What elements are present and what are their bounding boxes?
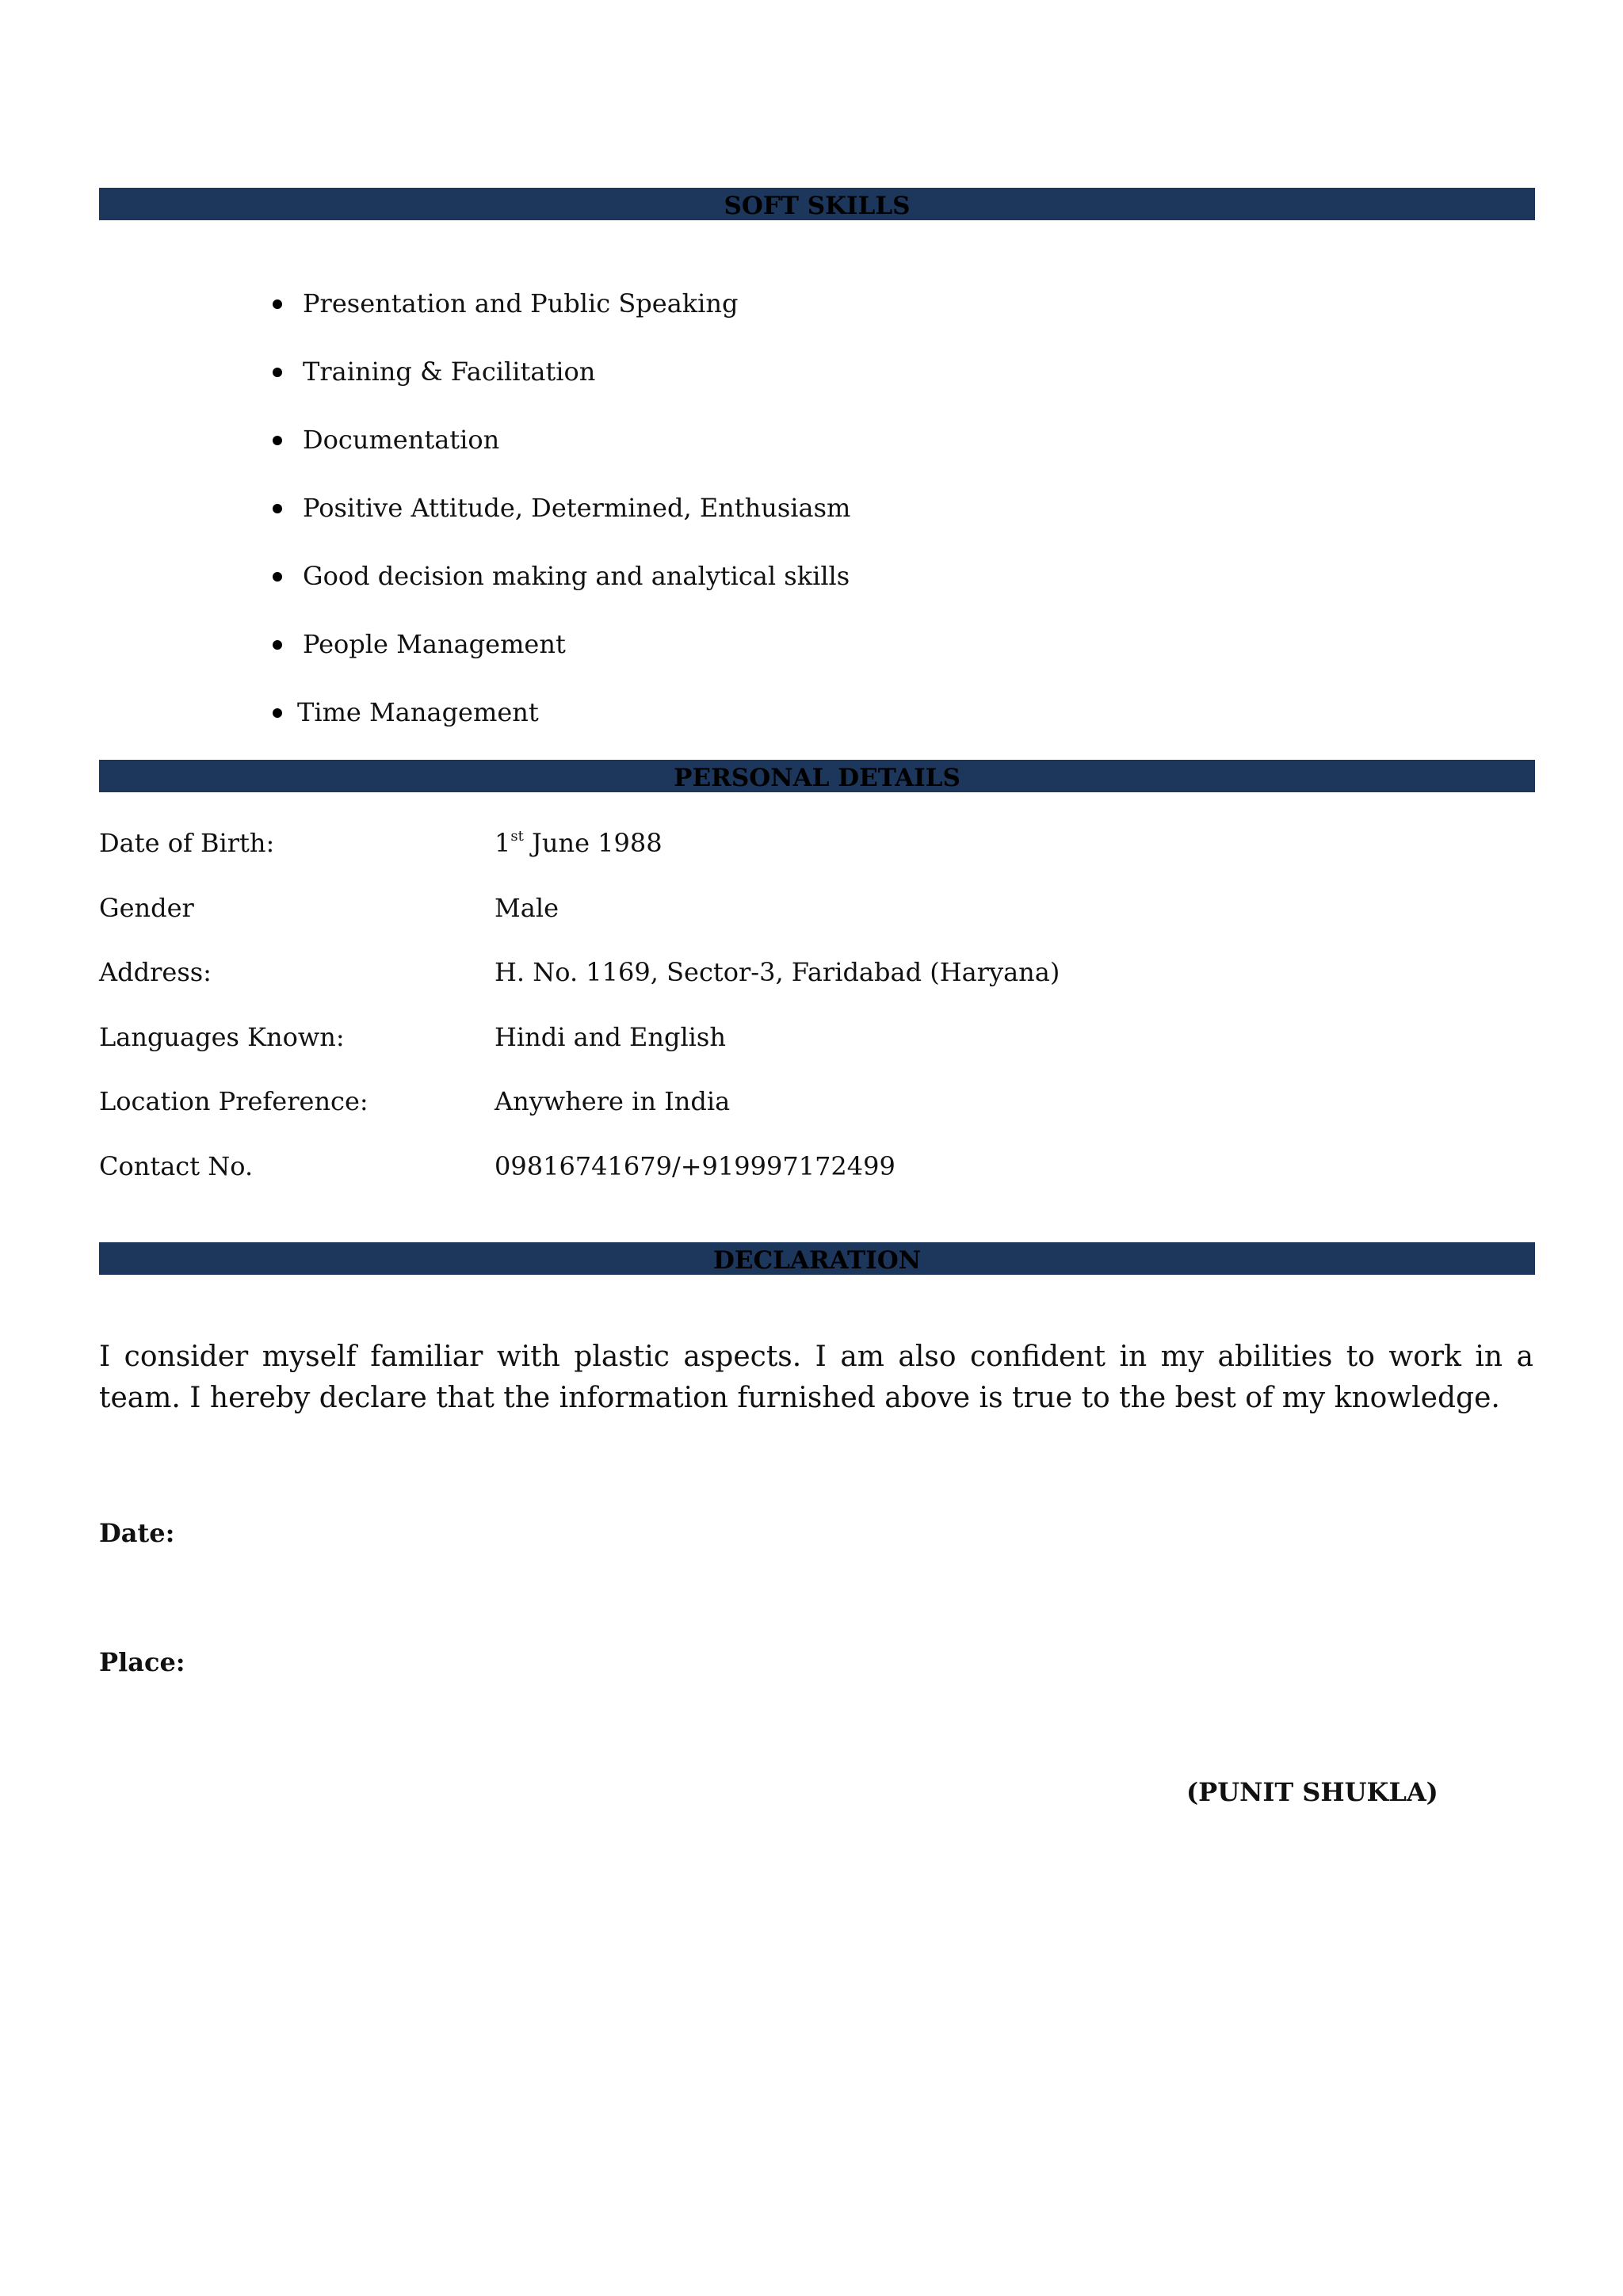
date-rest: June 1988 (523, 828, 663, 858)
bullet-icon (273, 504, 282, 513)
detail-value: Anywhere in India (495, 1086, 731, 1116)
detail-label: Location Preference: (99, 1086, 369, 1116)
detail-row-date-of-birth (99, 821, 1535, 886)
detail-value: Hindi and English (495, 1021, 726, 1052)
skill-text: People Management (303, 629, 566, 659)
detail-value: Male (495, 892, 559, 923)
skill-text: Positive Attitude, Determined, Enthusiasm (303, 493, 851, 523)
bullet-icon (273, 436, 282, 445)
bullet-icon (273, 640, 282, 650)
detail-row-languages (99, 1015, 1535, 1080)
declaration-text: I consider myself familiar with plastic aspects. I am also confident in my abilities to work in a team. I hereby declare that the information furnished above is true to the best of my knowledge. (99, 1341, 1533, 1414)
soft-skills-title: SOFT SKILLS (724, 192, 911, 220)
skill-text: Training & Facilitation (303, 357, 596, 387)
detail-row-gender (99, 886, 1535, 951)
detail-value: 09816741679/+919997172499 (495, 1150, 896, 1181)
list-item (269, 486, 850, 554)
skill-text: Presentation and Public Speaking (303, 288, 739, 318)
personal-details-table (99, 821, 1535, 1208)
skill-text: Good decision making and analytical skills (303, 561, 850, 591)
detail-row-location-preference (99, 1079, 1535, 1144)
list-item (269, 281, 850, 349)
signature-name: (PUNIT SHUKLA) (1186, 1777, 1438, 1807)
detail-row-contact (99, 1144, 1535, 1209)
place-label: Place: (99, 1647, 185, 1677)
list-item (269, 349, 850, 418)
detail-label: Gender (99, 892, 194, 923)
detail-value (495, 821, 663, 865)
bullet-icon (273, 368, 282, 377)
detail-value: H. No. 1169, Sector-3, Faridabad (Haryana) (495, 957, 1060, 987)
skill-text: Documentation (303, 425, 500, 455)
date-day: 1 (495, 828, 511, 858)
soft-skills-header-bar (99, 188, 1535, 220)
personal-details-title: PERSONAL DETAILS (674, 764, 960, 792)
detail-label: Contact No. (99, 1150, 254, 1181)
bullet-icon (273, 708, 282, 718)
detail-label: Date of Birth: (99, 828, 275, 858)
list-item (269, 622, 850, 690)
list-item (269, 690, 850, 758)
date-label: Date: (99, 1518, 175, 1548)
bullet-icon (273, 572, 282, 582)
detail-label: Languages Known: (99, 1021, 345, 1052)
soft-skills-list (269, 281, 850, 758)
list-item (269, 554, 850, 622)
date-ordinal-suffix: st (510, 828, 524, 845)
personal-details-header-bar (99, 760, 1535, 792)
bullet-icon (273, 299, 282, 309)
declaration-title: DECLARATION (712, 1246, 922, 1275)
list-item (269, 418, 850, 486)
skill-text: Time Management (297, 697, 539, 727)
detail-row-address (99, 950, 1535, 1015)
detail-label: Address: (99, 957, 212, 987)
declaration-header-bar (99, 1242, 1535, 1275)
